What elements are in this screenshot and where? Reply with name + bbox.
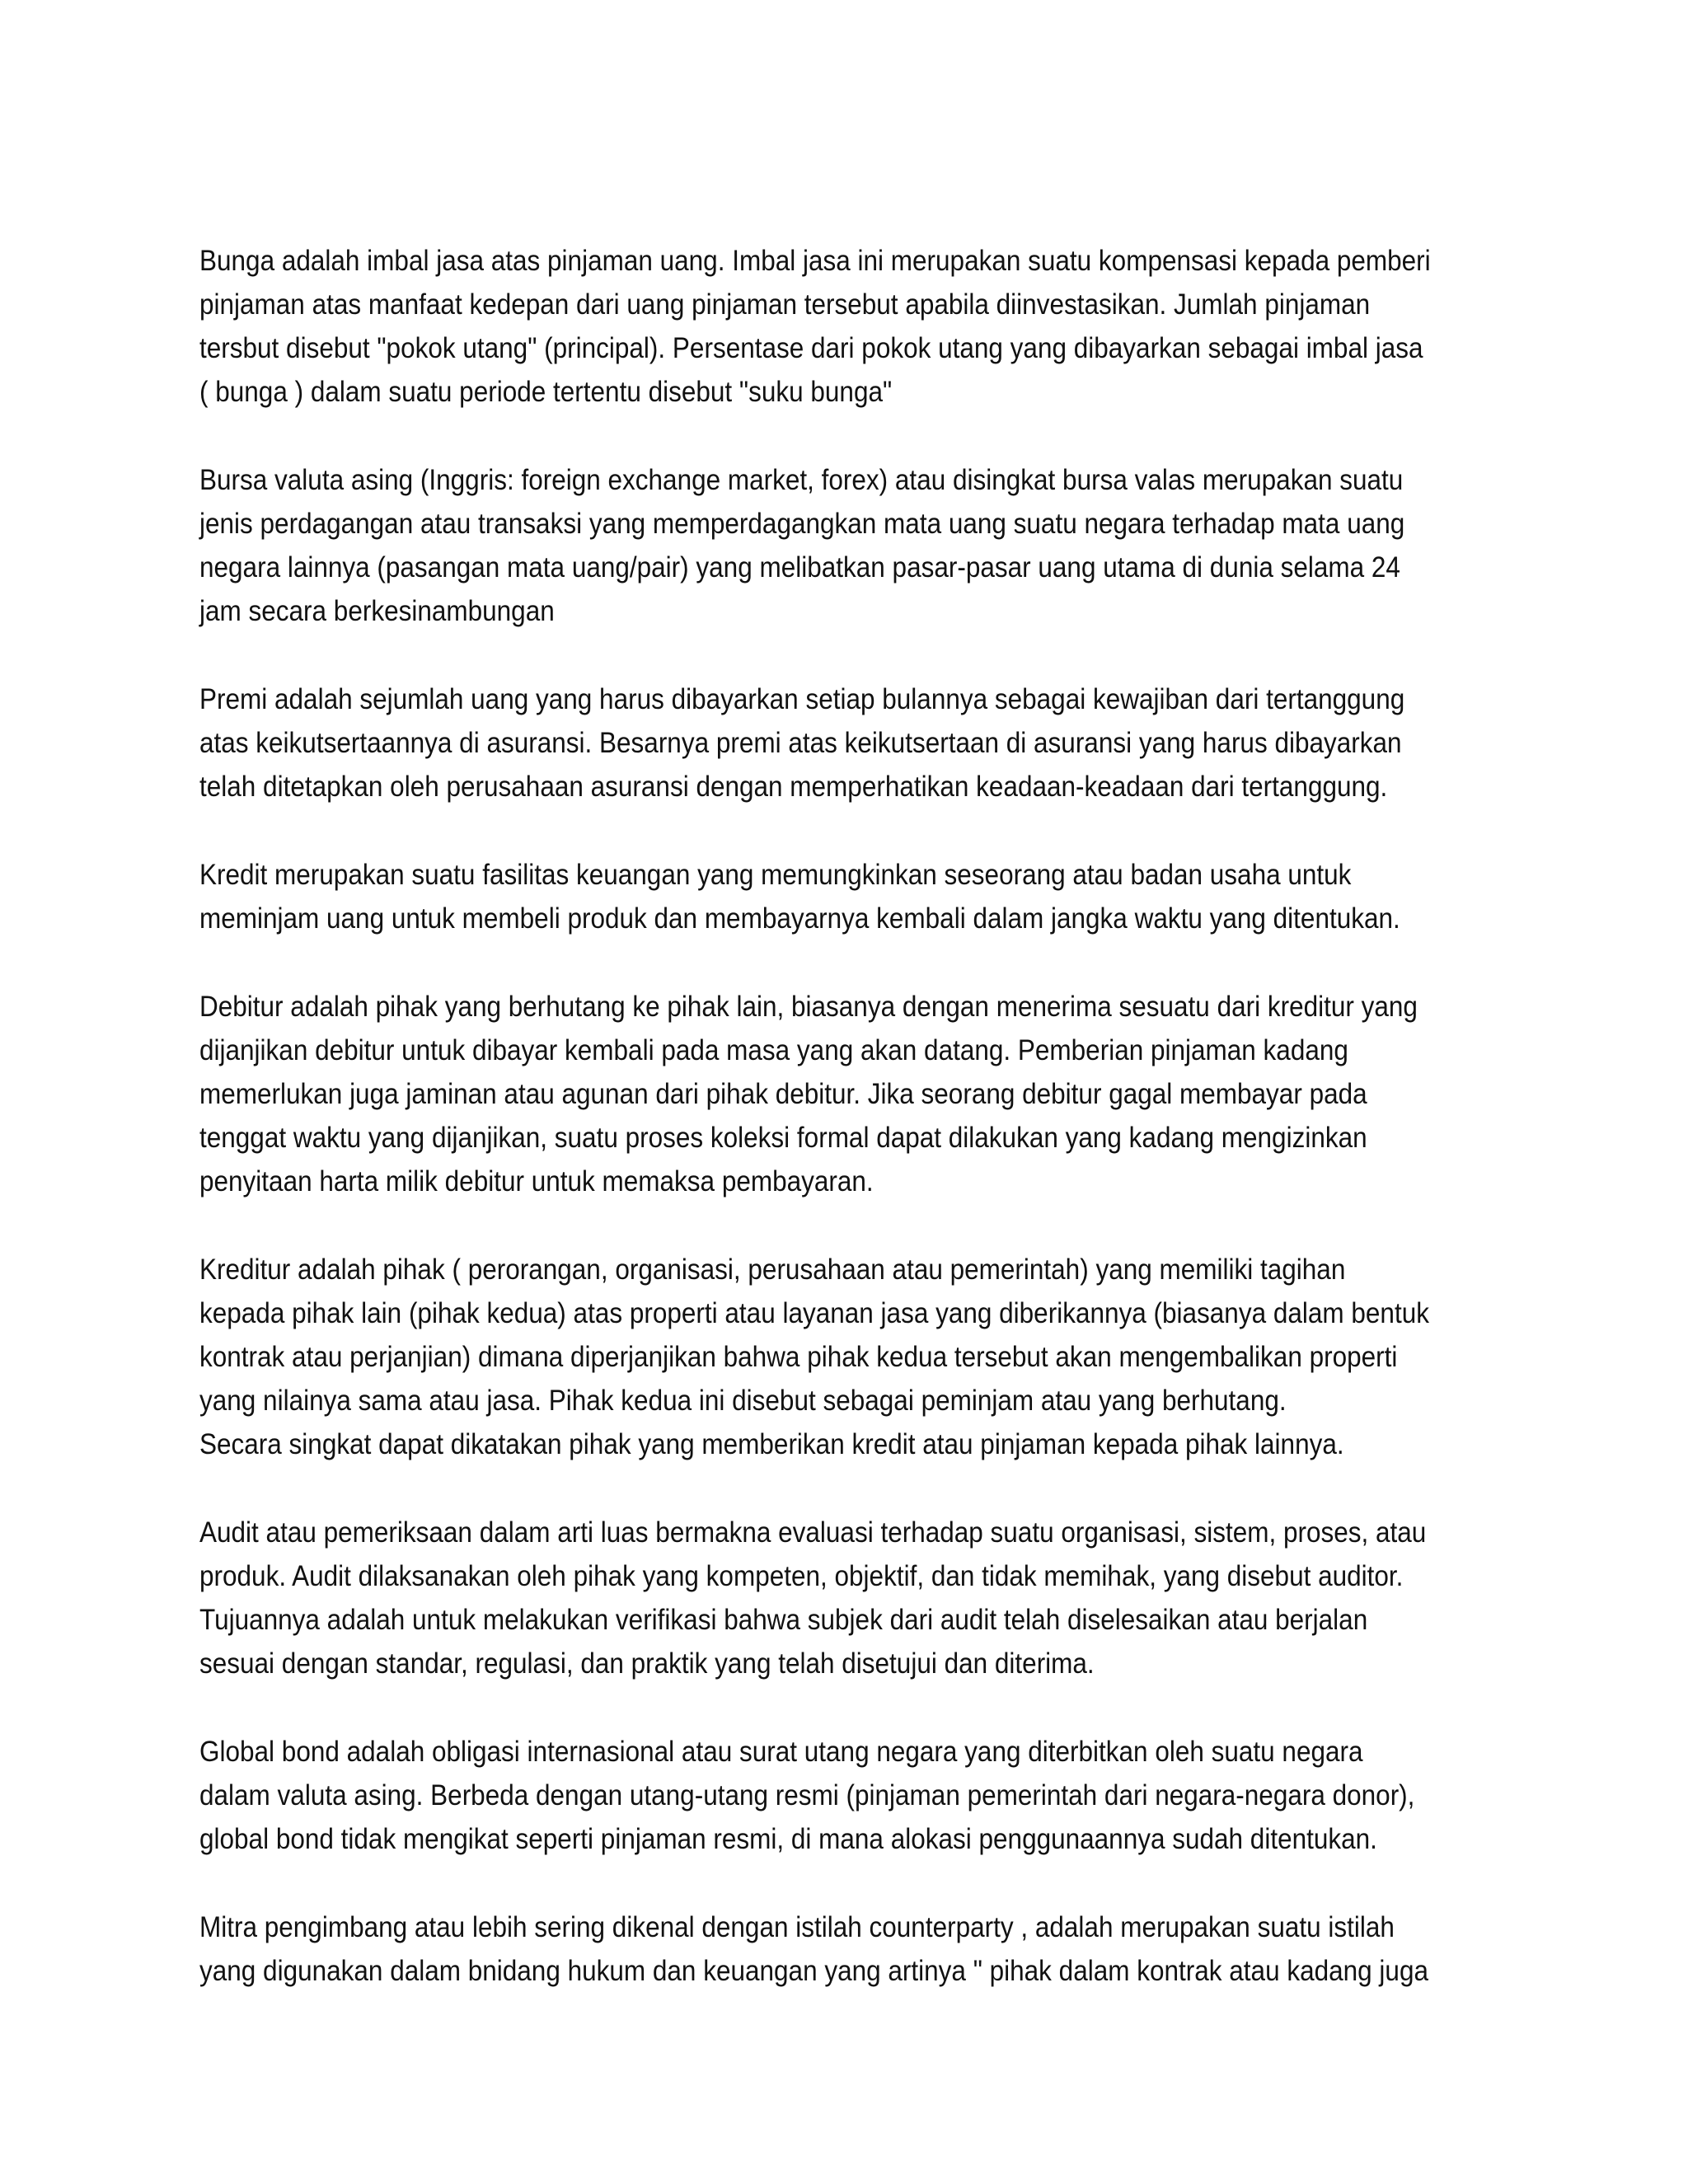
text-line: Bunga adalah imbal jasa atas pinjaman uang. Imbal jasa ini merupakan suatu kompensasi kepada pemberi bbox=[199, 245, 1431, 277]
text-line: Audit atau pemeriksaan dalam arti luas bermakna evaluasi terhadap suatu organisasi, sistem, proses, atau bbox=[199, 1516, 1427, 1549]
document-body bbox=[199, 239, 1502, 2037]
text-line: Tujuannya adalah untuk melakukan verifikasi bahwa subjek dari audit telah diselesaikan atau berjalan bbox=[199, 1604, 1368, 1636]
text-line: ( bunga ) dalam suatu periode tertentu disebut "suku bunga" bbox=[199, 376, 893, 408]
text-line: jam secara berkesinambungan bbox=[199, 595, 555, 627]
text-line: Kredit merupakan suatu fasilitas keuangan yang memungkinkan seseorang atau badan usaha untuk bbox=[199, 859, 1352, 891]
text-line: jenis perdagangan atau transaksi yang memperdagangkan mata uang suatu negara terhadap mata uang bbox=[199, 508, 1405, 540]
text-line: penyitaan harta milik debitur untuk memaksa pembayaran. bbox=[199, 1165, 874, 1197]
text-line: Debitur adalah pihak yang berhutang ke pihak lain, biasanya dengan menerima sesuatu dari kreditur yang bbox=[199, 991, 1418, 1023]
paragraph-bursa-valuta-asing bbox=[199, 458, 1502, 633]
text-line: Secara singkat dapat dikatakan pihak yang memberikan kredit atau pinjaman kepada pihak lainnya. bbox=[199, 1428, 1344, 1460]
text-line: sesuai dengan standar, regulasi, dan praktik yang telah disetujui dan diterima. bbox=[199, 1647, 1095, 1680]
paragraph-premi bbox=[199, 677, 1502, 808]
paragraph-kredit bbox=[199, 853, 1502, 940]
paragraph-kreditur bbox=[199, 1248, 1502, 1466]
paragraph-audit bbox=[199, 1511, 1502, 1685]
paragraph-global-bond bbox=[199, 1730, 1502, 1861]
text-line: produk. Audit dilaksanakan oleh pihak yang kompeten, objektif, dan tidak memihak, yang disebut auditor. bbox=[199, 1560, 1404, 1592]
text-line: memerlukan juga jaminan atau agunan dari pihak debitur. Jika seorang debitur gagal membayar pada bbox=[199, 1078, 1367, 1110]
text-line: meminjam uang untuk membeli produk dan membayarnya kembali dalam jangka waktu yang ditentukan. bbox=[199, 902, 1400, 935]
text-line: Premi adalah sejumlah uang yang harus dibayarkan setiap bulannya sebagai kewajiban dari tertanggung bbox=[199, 683, 1405, 715]
text-line: Bursa valuta asing (Inggris: foreign exchange market, forex) atau disingkat bursa valas merupakan suatu bbox=[199, 464, 1404, 496]
text-line: kontrak atau perjanjian) dimana diperjanjikan bahwa pihak kedua tersebut akan mengembalikan properti bbox=[199, 1341, 1398, 1373]
text-line: Mitra pengimbang atau lebih sering dikenal dengan istilah counterparty , adalah merupakan suatu istilah bbox=[199, 1911, 1395, 1943]
text-line: Kreditur adalah pihak ( perorangan, organisasi, perusahaan atau pemerintah) yang memiliki tagihan bbox=[199, 1254, 1346, 1286]
paragraph-debitur bbox=[199, 985, 1502, 1203]
text-line: telah ditetapkan oleh perusahaan asuransi dengan memperhatikan keadaan-keadaan dari tertanggung. bbox=[199, 771, 1388, 803]
paragraph-mitra-pengimbang bbox=[199, 1905, 1502, 1993]
text-line: negara lainnya (pasangan mata uang/pair) yang melibatkan pasar-pasar uang utama di dunia selama 24 bbox=[199, 551, 1400, 583]
text-line: yang nilainya sama atau jasa. Pihak kedua ini disebut sebagai peminjam atau yang berhutang. bbox=[199, 1385, 1287, 1417]
text-line: tenggat waktu yang dijanjikan, suatu proses koleksi formal dapat dilakukan yang kadang mengizinkan bbox=[199, 1122, 1367, 1154]
text-line: tersbut disebut "pokok utang" (principal). Persentase dari pokok utang yang dibayarkan sebagai imbal jasa bbox=[199, 332, 1423, 364]
text-line: Global bond adalah obligasi internasional atau surat utang negara yang diterbitkan oleh suatu negara bbox=[199, 1736, 1363, 1768]
text-line: kepada pihak lain (pihak kedua) atas properti atau layanan jasa yang diberikannya (biasanya dalam bentuk bbox=[199, 1297, 1429, 1329]
text-line: global bond tidak mengikat seperti pinjaman resmi, di mana alokasi penggunaannya sudah ditentukan. bbox=[199, 1823, 1377, 1855]
paragraph-bunga bbox=[199, 239, 1502, 414]
text-line: pinjaman atas manfaat kedepan dari uang pinjaman tersebut apabila diinvestasikan. Jumlah pinjaman bbox=[199, 288, 1371, 321]
text-line: dijanjikan debitur untuk dibayar kembali pada masa yang akan datang. Pemberian pinjaman kadang bbox=[199, 1034, 1348, 1066]
text-line: yang digunakan dalam bnidang hukum dan keuangan yang artinya " pihak dalam kontrak atau kadang juga bbox=[199, 1955, 1428, 1987]
text-line: dalam valuta asing. Berbeda dengan utang-utang resmi (pinjaman pemerintah dari negara-negara donor), bbox=[199, 1779, 1415, 1811]
text-line: atas keikutsertaannya di asuransi. Besarnya premi atas keikutsertaan di asuransi yang harus dibayarkan bbox=[199, 727, 1402, 759]
